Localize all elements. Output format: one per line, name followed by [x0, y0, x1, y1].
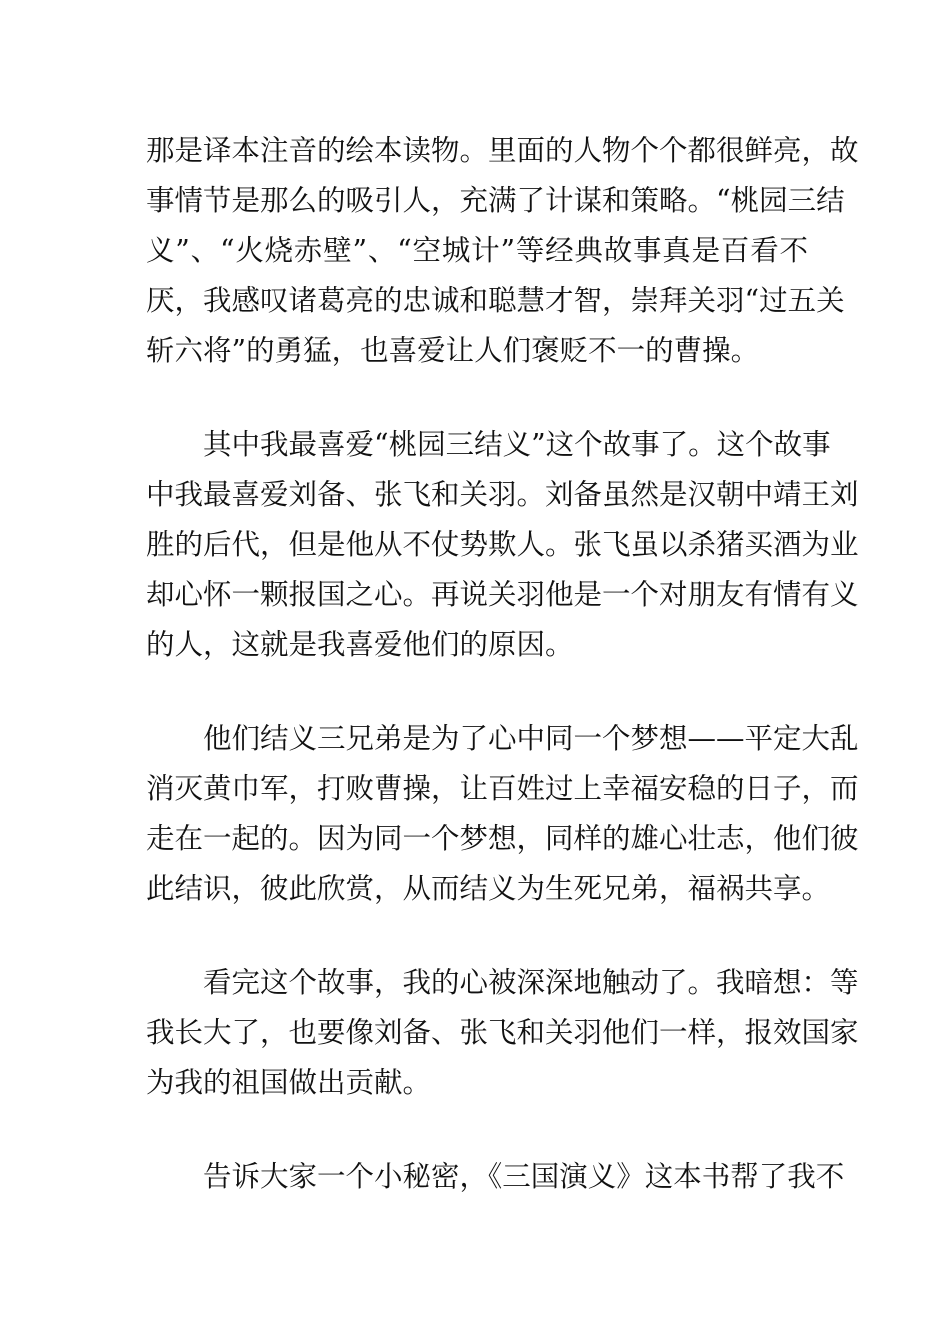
text-line: 告诉大家一个小秘密，《三国演义》这本书帮了我不 — [146, 1160, 845, 1193]
text-line: 斩六将”的勇猛，也喜爱让人们褒贬不一的曹操。 — [146, 334, 760, 367]
paragraph-spacer — [146, 914, 808, 958]
text-line: 事情节是那么的吸引人，充满了计谋和策略。“桃园三结 — [146, 184, 845, 217]
text-line: 为我的祖国做出贡献。 — [146, 1066, 432, 1099]
text-line: 走在一起的。因为同一个梦想，同样的雄心壮志，他们彼 — [146, 822, 859, 855]
text-line: 义”、“火烧赤壁”、“空城计”等经典故事真是百看不 — [146, 234, 808, 267]
text-line: 看完这个故事，我的心被深深地触动了。我暗想：等 — [146, 966, 859, 999]
text-line: 胜的后代，但是他从不仗势欺人。张飞虽以杀猪买酒为业 — [146, 528, 859, 561]
text-line: 我长大了，也要像刘备、张飞和关羽他们一样，报效国家 — [146, 1016, 859, 1049]
text-line: 那是译本注音的绘本读物。里面的人物个个都很鲜亮，故 — [146, 134, 859, 167]
paragraph-spacer — [146, 1108, 808, 1152]
text-line: 中我最喜爱刘备、张飞和关羽。刘备虽然是汉朝中靖王刘 — [146, 478, 859, 511]
text-line: 厌，我感叹诸葛亮的忠诚和聪慧才智，崇拜关羽“过五关 — [146, 284, 845, 317]
paragraph-4 — [146, 958, 859, 1108]
paragraph-spacer — [146, 670, 808, 714]
text-line: 却心怀一颗报国之心。再说关羽他是一个对朋友有情有义 — [146, 578, 859, 611]
paragraph-5 — [146, 1152, 845, 1202]
text-line: 消灭黄巾军，打败曹操，让百姓过上幸福安稳的日子，而 — [146, 772, 859, 805]
text-line: 此结识，彼此欣赏，从而结义为生死兄弟，福祸共享。 — [146, 872, 831, 905]
text-line: 其中我最喜爱“桃园三结义”这个故事了。这个故事 — [146, 428, 831, 461]
paragraph-2 — [146, 420, 859, 670]
text-line: 他们结义三兄弟是为了心中同一个梦想——平定大乱 — [146, 722, 859, 755]
paragraph-spacer — [146, 376, 808, 420]
paragraph-1 — [146, 126, 859, 376]
text-line: 的人，这就是我喜爱他们的原因。 — [146, 628, 574, 661]
body-text — [146, 126, 859, 1202]
paragraph-3 — [146, 714, 859, 914]
